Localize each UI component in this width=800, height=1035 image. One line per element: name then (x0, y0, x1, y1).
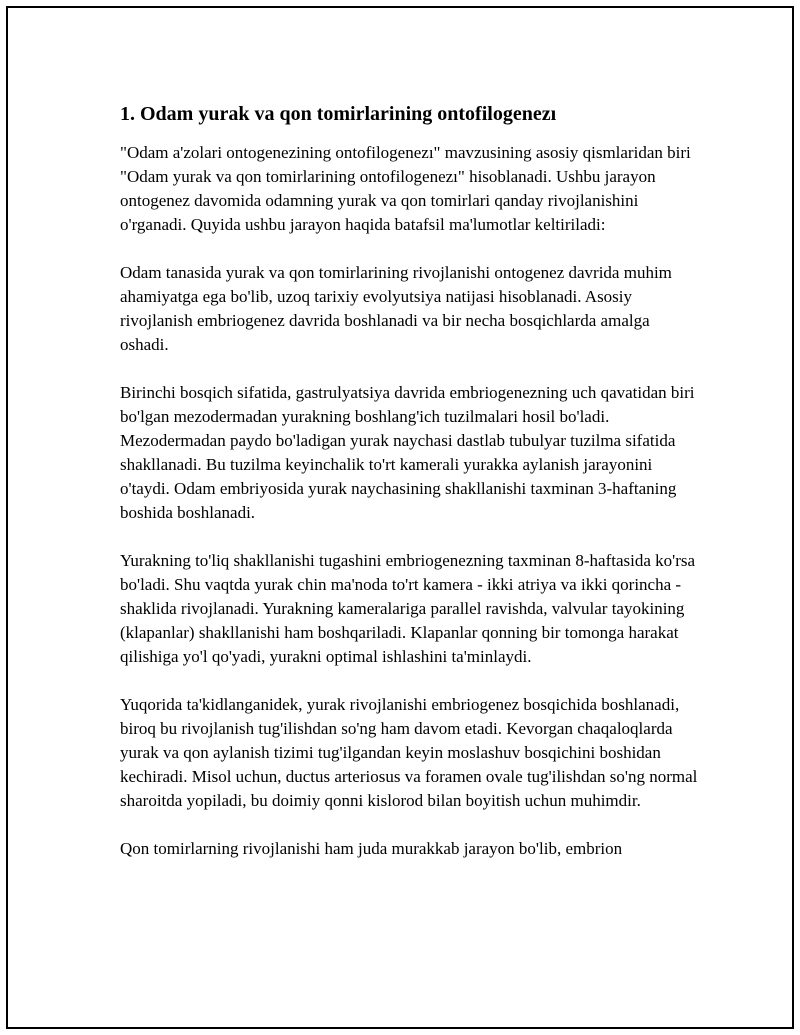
paragraph-intro: "Odam a'zolari ontogenezining ontofilogenezı" mavzusining asosiy qismlaridan biri "Odam yurak va qon tomirlarining ontofilogenezı" hisoblanadi. Ushbu jarayon ontogenez davomida odamning yurak va qon tomirlari qanday rivojlanishini o'rganadi. Quyida ushbu jarayon haqida batafsil ma'lumotlar keltiriladi: (120, 143, 691, 234)
paragraph-full-formation: Yurakning to'liq shakllanishi tugashini embriogenezning taxminan 8-haftasida ko'rsa bo'ladi. Shu vaqtda yurak chin ma'noda to'rt kamera - ikki atriya va ikki qorincha - shaklida rivojlanadi. Yurakning kameralariga parallel ravishda, valvular tayokining (klapanlar) shakllanishi ham boshqariladi. Klapanlar qonning bir tomonga harakat qilishiga yo'l qo'yadi, yurakni optimal ishlashini ta'minlaydi. (120, 551, 696, 666)
page-frame (6, 6, 794, 1029)
paragraph-vessels: Qon tomirlarning rivojlanishi ham juda murakkab jarayon bo'lib, embrion (120, 839, 623, 858)
paragraph-development-overview: Odam tanasida yurak va qon tomirlarining rivojlanishi ontogenez davrida muhim ahamiyatga ega bo'lib, uzoq tarixiy evolyutsiya natijasi hisoblanadi. Asosiy rivojlanish embriogenez davrida boshlanadi va bir necha bosqichlarda amalga oshadi. (120, 263, 672, 354)
paragraph-postnatal: Yuqorida ta'kidlanganidek, yurak rivojlanishi embriogenez bosqichida boshlanadi, biroq bu rivojlanish tug'ilishdan so'ng ham davom etadi. Kevorgan chaqaloqlarda yurak va qon aylanish tizimi tug'ilgandan keyin moslashuv bosqichini boshidan kechiradi. Misol uchun, ductus arteriosus va foramen ovale tug'ilishdan so'ng normal sharoitda yopiladi, bu doimiy qonni kislorod bilan boyitish uchun muhimdir. (120, 695, 698, 810)
document-title: 1. Odam yurak va qon tomirlarining ontofilogenezı (120, 103, 557, 125)
document-body (120, 100, 700, 885)
paragraph-first-stage: Birinchi bosqich sifatida, gastrulyatsiya davrida embriogenezning uch qavatidan biri bo'lgan mezodermadan yurakning boshlang'ich tuzilmalari hosil bo'ladi. Mezodermadan paydo bo'ladigan yurak naychasi dastlab tubulyar tuzilma sifatida shakllanadi. Bu tuzilma keyinchalik to'rt kamerali yurakka aylanish jarayonini o'taydi. Odam embriyosida yurak naychasining shakllanishi taxminan 3-haftaning boshida boshlanadi. (120, 383, 695, 522)
